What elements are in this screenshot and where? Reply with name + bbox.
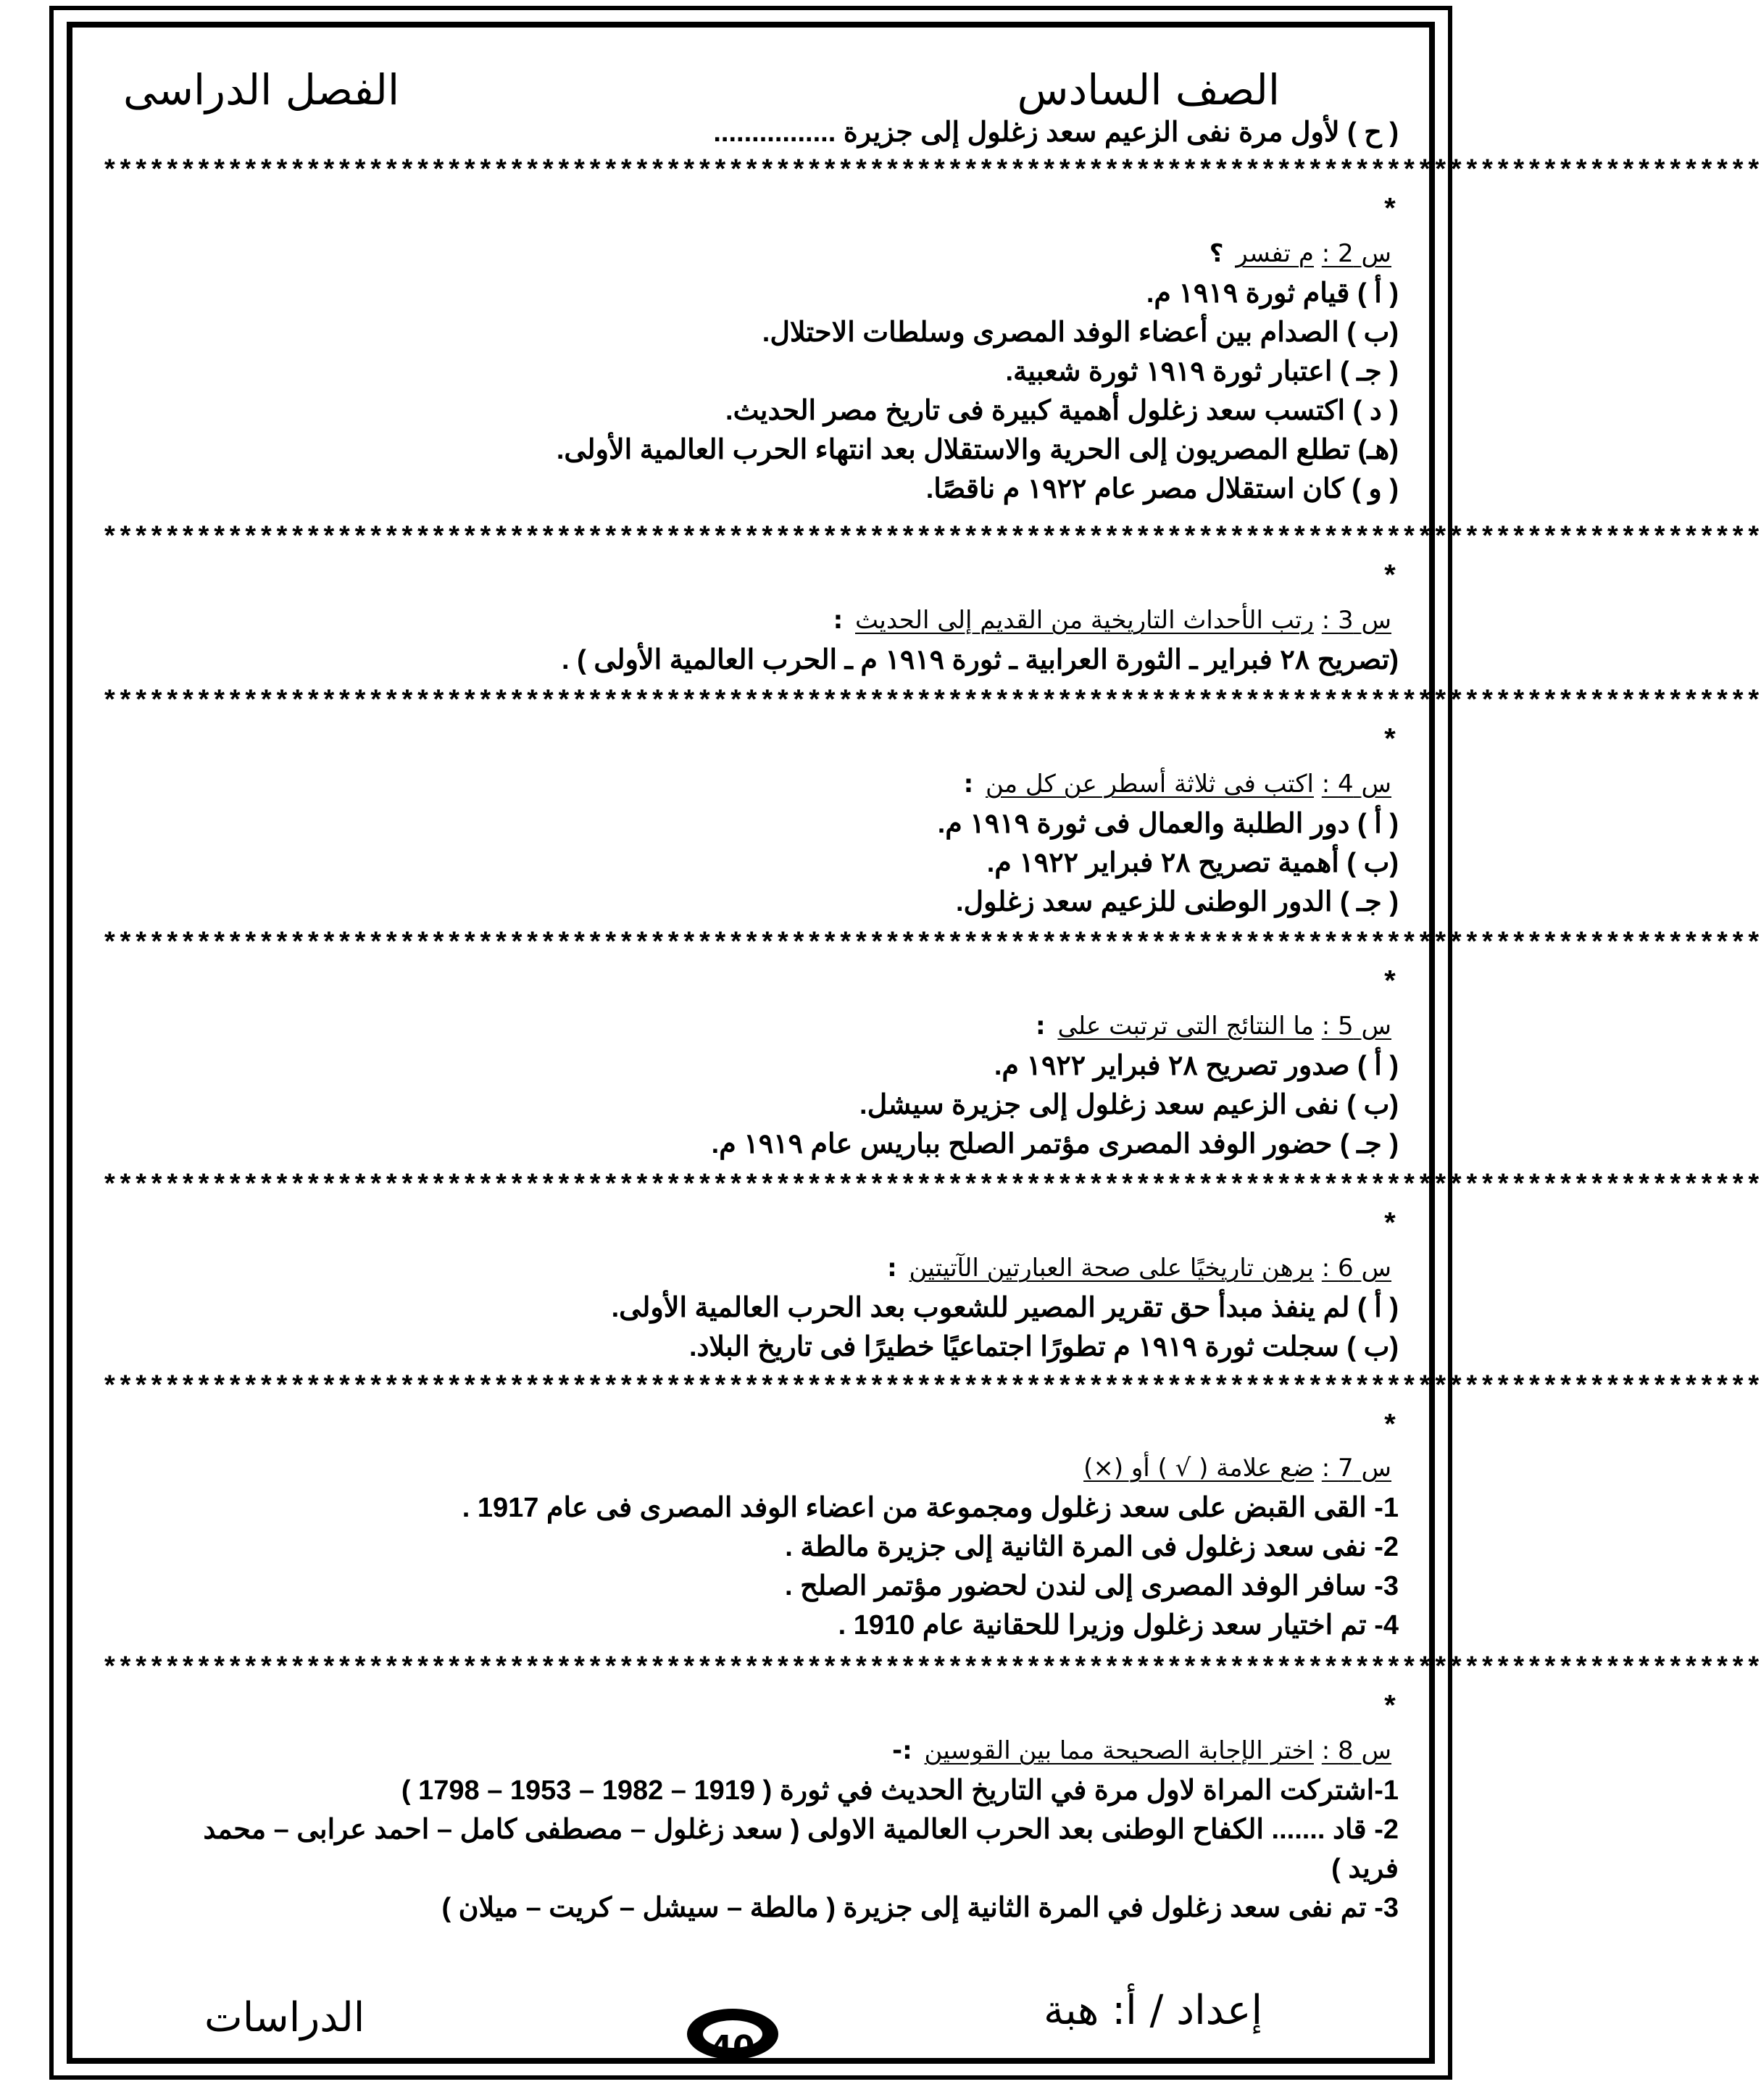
list-item: ( جـ ) اعتبار ثورة ١٩١٩ ثورة شعبية. — [1005, 357, 1399, 387]
question-3-heading — [833, 606, 1391, 635]
grade-title: الصف السادس — [1017, 65, 1280, 114]
question-5-tail: : — [1036, 1012, 1046, 1041]
list-item: (هـ) تطلع المصريون إلى الحرية والاستقلال بعد انتهاء الحرب العالمية الأولى. — [556, 435, 1399, 465]
separator-star: * — [1381, 562, 1399, 595]
question-5-number: س 5 : — [1321, 1012, 1391, 1041]
list-item: ( جـ ) حضور الوفد المصرى مؤتمر الصلح بباريس عام ١٩١٩ م. — [711, 1129, 1399, 1159]
question-7-items — [101, 1488, 1399, 1645]
question-4-heading — [964, 770, 1391, 799]
question-8-number: س 8 : — [1321, 1736, 1391, 1765]
list-item: (ب ) أهمية تصريح ٢٨ فبراير ١٩٢٢ م. — [986, 848, 1399, 878]
list-item: ( جـ ) الدور الوطنى للزعيم سعد زغلول. — [955, 887, 1399, 917]
list-item: ( أ ) لم ينفذ مبدأ حق تقرير المصير للشعوب بعد الحرب العالمية الأولى. — [611, 1293, 1399, 1323]
list-item: 1-اشتركت المراة لاول مرة في التاريخ الحديث في ثورة ( 1919 – 1982 – 1953 – 1798 ) — [401, 1775, 1399, 1806]
list-item: ( د ) اكتسب سعد زغلول أهمية كبيرة فى تاريخ مصر الحديث. — [725, 396, 1399, 426]
question-7-heading — [1083, 1454, 1391, 1483]
question-2-title: م تفسر — [1236, 239, 1314, 268]
question-3-title: رتب الأحداث التاريخية من القديم إلى الحديث — [855, 606, 1314, 635]
question-7-title: ضع علامة ( √ ) أو (×) — [1083, 1454, 1314, 1483]
separator: ********************************************************************************************************** — [101, 523, 1761, 554]
list-item: ( أ ) قيام ثورة ١٩١٩ م. — [1146, 278, 1399, 309]
question-8-heading — [892, 1736, 1391, 1765]
list-item: ( أ ) صدور تصريح ٢٨ فبراير ١٩٢٢ م. — [994, 1051, 1399, 1081]
list-item: (تصريح ٢٨ فبراير ـ الثورة العرابية ـ ثورة ١٩١٩ م ـ الحرب العالمية الأولى ) . — [562, 645, 1399, 675]
separator: ********************************************************************************************************** — [101, 687, 1761, 718]
question-2-tail: ؟ — [1209, 239, 1224, 268]
list-item: (ب ) سجلت ثورة ١٩١٩ م تطورًا اجتماعيًا خطيرًا فى تاريخ البلاد. — [688, 1332, 1399, 1362]
list-item: 2- قاد ....... الكفاح الوطنى بعد الحرب العالمية الاولى ( سعد زغلول – مصطفى كامل – احمد عرابى – محمد — [203, 1814, 1399, 1845]
prepared-by: إعداد / أ: هبة — [1043, 1987, 1262, 2034]
question-8-tail: :- — [891, 1736, 912, 1765]
question-8-items — [101, 1771, 1399, 1928]
list-item: ( أ ) دور الطلبة والعمال فى ثورة ١٩١٩ م. — [937, 809, 1399, 839]
question-2-number: س 2 : — [1321, 239, 1391, 268]
question-5-items — [101, 1046, 1399, 1164]
question-3-tail: : — [833, 606, 844, 635]
separator: ********************************************************************************************************** — [101, 1372, 1761, 1404]
separator-star: * — [1381, 968, 1399, 1001]
question-3-number: س 3 : — [1321, 606, 1391, 635]
question-5-heading — [1036, 1012, 1391, 1041]
list-item: ( و ) كان استقلال مصر عام ١٩٢٢ م ناقصًا. — [925, 474, 1399, 504]
list-item: 1- القى القبض على سعد زغلول ومجموعة من اعضاء الوفد المصرى فى عام 1917 . — [462, 1493, 1399, 1523]
separator-star: * — [1381, 1412, 1399, 1444]
question-4-items — [101, 804, 1399, 922]
page-number: 40 — [710, 2029, 755, 2066]
separator-star: * — [1381, 1210, 1399, 1243]
question-5-title: ما النتائج التى ترتبت على — [1057, 1012, 1314, 1041]
separator-star: * — [1381, 1693, 1399, 1725]
list-item: 4- تم اختيار سعد زغلول وزيرا للحقانية عام 1910 . — [838, 1610, 1399, 1641]
term-title: الفصل الدراسى — [123, 65, 400, 114]
question-4-number: س 4 : — [1321, 770, 1391, 799]
separator: ********************************************************************************************************** — [101, 157, 1761, 188]
question-2-heading — [1210, 239, 1391, 268]
list-item: فريد ) — [1331, 1854, 1399, 1884]
list-item: 3- تم نفى سعد زغلول في المرة الثانية إلى جزيرة ( مالطة – سيشل – كريت – ميلان ) — [441, 1893, 1399, 1923]
question-3-items — [101, 641, 1399, 680]
question-8-title: اختر الإجابة الصحيحة مما بين القوسين — [924, 1736, 1314, 1765]
question-6-number: س 6 : — [1321, 1254, 1391, 1283]
question-4-title: اكتب فى ثلاثة أسطر عن كل من — [986, 770, 1314, 799]
question-7-number: س 7 : — [1321, 1454, 1391, 1483]
carry-over-line — [101, 113, 1399, 152]
list-item: 2- نفى سعد زغلول فى المرة الثانية إلى جزيرة مالطة . — [785, 1532, 1399, 1562]
question-4-tail: : — [963, 770, 974, 799]
separator: ********************************************************************************************************** — [101, 929, 1761, 960]
question-6-tail: : — [887, 1254, 897, 1283]
separator: ********************************************************************************************************** — [101, 1171, 1761, 1202]
separator-star: * — [1381, 196, 1399, 228]
list-item: (ب ) نفى الزعيم سعد زغلول إلى جزيرة سيشل. — [859, 1090, 1399, 1120]
question-2-items — [101, 274, 1399, 509]
question-6-title: برهن تاريخيًا على صحة العبارتين الآتيتين — [909, 1254, 1314, 1283]
question-6-heading — [887, 1254, 1391, 1283]
list-item: 3- سافر الوفد المصرى إلى لندن لحضور مؤتمر الصلح . — [784, 1571, 1399, 1601]
question-6-items — [101, 1288, 1399, 1367]
separator-star: * — [1381, 726, 1399, 759]
list-item: (ب ) الصدام بين أعضاء الوفد المصرى وسلطات الاحتلال. — [762, 317, 1399, 348]
page-number-badge — [687, 2009, 778, 2066]
subject-label: الدراسات — [204, 1994, 365, 2041]
separator: ********************************************************************************************************** — [101, 1654, 1761, 1685]
carry-over-text: ( ح ) لأول مرة نفى الزعيم سعد زغلول إلى جزيرة ................ — [713, 117, 1399, 148]
